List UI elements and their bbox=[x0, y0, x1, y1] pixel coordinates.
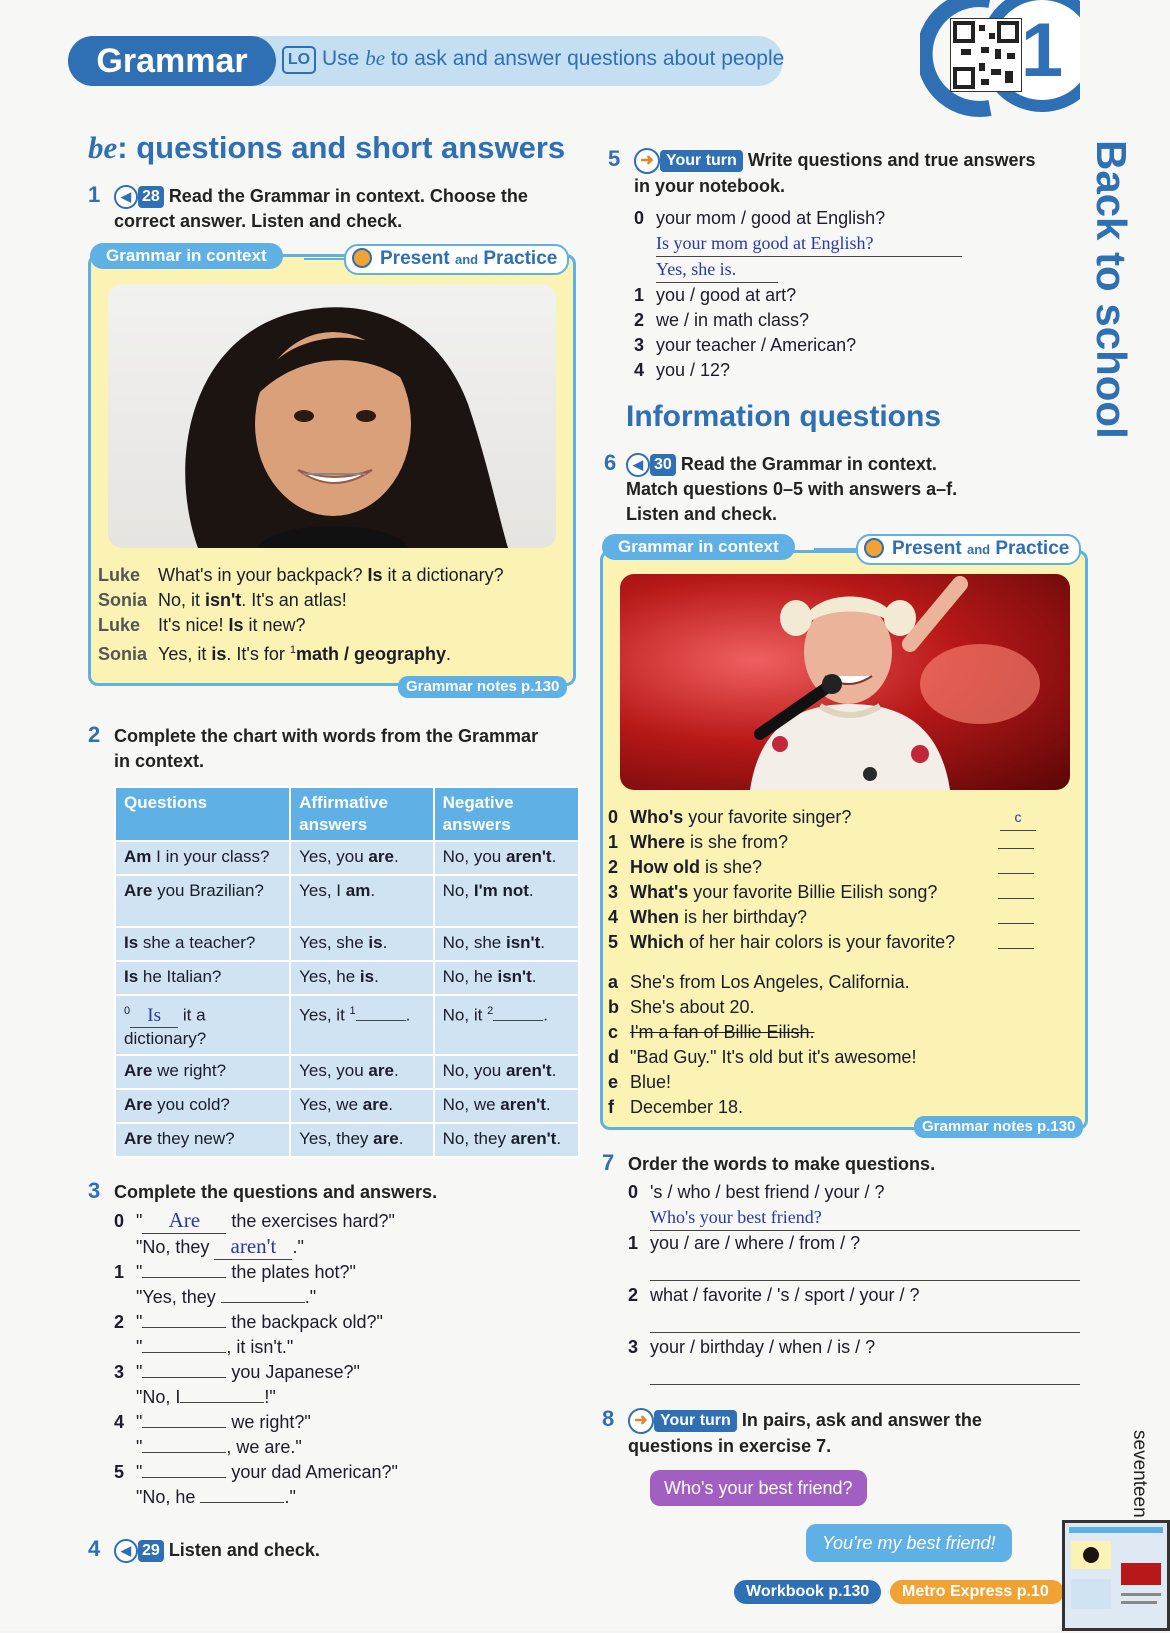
list-item: 3 " you Japanese?" bbox=[114, 1362, 360, 1382]
list-item: 0 " Are the exercises hard?" bbox=[114, 1208, 395, 1232]
match-answer-input[interactable] bbox=[998, 923, 1034, 924]
singer-illustration bbox=[620, 574, 1070, 790]
match-answer-input[interactable] bbox=[998, 898, 1034, 899]
list-item: "No, they aren't ." bbox=[136, 1234, 304, 1258]
chart-header-negative: Negative answers bbox=[434, 787, 579, 841]
answer-input[interactable]: aren't bbox=[214, 1234, 292, 1260]
answer-line-input[interactable] bbox=[650, 1256, 1080, 1281]
grammar-in-context-tag: Grammar in context bbox=[602, 534, 795, 560]
gap-2-input[interactable] bbox=[493, 1020, 543, 1021]
answer-input[interactable] bbox=[142, 1452, 226, 1453]
dialogue bbox=[98, 563, 504, 667]
track-number: 28 bbox=[138, 186, 164, 208]
answer-input[interactable] bbox=[142, 1477, 226, 1478]
exercise-6: 6 ◀ 30 Read the Grammar in context. Match questions 0–5 with answers a–f. Listen and check. bbox=[604, 450, 958, 525]
example-answer: Yes, she is. bbox=[634, 257, 974, 283]
table-row: Are they new? Yes, they are. No, they aren't. bbox=[115, 1123, 579, 1157]
example-answer: Who's your best friend? bbox=[628, 1205, 1080, 1231]
gap-answer[interactable]: Is bbox=[130, 1005, 178, 1028]
photo-singer bbox=[620, 574, 1070, 790]
exercise-6-questions bbox=[608, 805, 1028, 955]
answer-input[interactable] bbox=[142, 1427, 226, 1428]
speech-bubble-answer: You're my best friend! bbox=[806, 1524, 1012, 1562]
list-item: 4 " we right?" bbox=[114, 1412, 311, 1432]
arrow-right-icon: ➜ bbox=[628, 1408, 654, 1434]
list-item: "No, he ." bbox=[136, 1487, 296, 1507]
list-item: 2 we / in math class? bbox=[634, 310, 810, 330]
answer-input[interactable] bbox=[142, 1277, 226, 1278]
list-item: " , it isn't." bbox=[136, 1337, 294, 1357]
grammar-chart bbox=[114, 786, 580, 1158]
audio-icon[interactable]: ◀ bbox=[114, 185, 138, 209]
page-number-vertical: seventeen bbox=[1129, 1430, 1150, 1518]
table-row: Am I in your class? Yes, you are. No, you aren't. bbox=[115, 841, 579, 875]
qr-code-icon[interactable] bbox=[950, 18, 1022, 92]
photo-girl bbox=[108, 284, 556, 548]
example-question: Is your mom good at English? bbox=[634, 231, 974, 257]
heading-be-questions: be: questions and short answers bbox=[88, 130, 566, 165]
match-answer-input[interactable] bbox=[998, 873, 1034, 874]
track-number: 30 bbox=[650, 454, 676, 476]
exercise-4: 4 ◀ 29 Listen and check. bbox=[88, 1536, 320, 1563]
list-item: 5 Which of her hair colors is your favorite? bbox=[608, 932, 956, 952]
speech-bubble-question: Who's your best friend? bbox=[650, 1470, 867, 1506]
girl-illustration bbox=[108, 284, 556, 548]
exercise-2: 2 Complete the chart with words from the Grammar in context. bbox=[88, 722, 539, 771]
dialogue-line: Luke It's nice! Is it new? bbox=[98, 615, 306, 635]
table-row: Are you Brazilian? Yes, I am. No, I'm not. bbox=[115, 875, 579, 927]
answer-input[interactable] bbox=[142, 1377, 226, 1378]
answer-input[interactable] bbox=[142, 1327, 226, 1328]
table-row: Is he Italian? Yes, he is. No, he isn't. bbox=[115, 961, 579, 995]
list-item: 2 what / favorite / 's / sport / your / ? bbox=[628, 1285, 920, 1305]
gap-1-input[interactable] bbox=[356, 1020, 406, 1021]
list-item: 3 What's your favorite Billie Eilish song? bbox=[608, 882, 938, 902]
dialogue-line: Sonia Yes, it is. It's for $^1$math / geography. bbox=[98, 644, 452, 664]
exercise-3-items bbox=[114, 1208, 574, 1510]
list-item: 0 's / who / best friend / your / ? bbox=[628, 1182, 885, 1202]
practice-icon bbox=[352, 248, 372, 268]
exercise-7-instruction: 7 Order the words to make questions. bbox=[602, 1150, 936, 1175]
list-item: "Yes, they ." bbox=[136, 1287, 317, 1307]
list-item: f December 18. bbox=[608, 1097, 744, 1117]
audio-icon[interactable]: ◀ bbox=[114, 1539, 138, 1563]
answer-line-input[interactable] bbox=[650, 1360, 1080, 1385]
exercise-8: 8 ➜ Your turn In pairs, ask and answer the questions in exercise 7. bbox=[602, 1406, 982, 1457]
thumbnail-preview-icon bbox=[1065, 1523, 1167, 1628]
list-item: 0 your mom / good at English? bbox=[634, 208, 886, 228]
list-item: " , we are." bbox=[136, 1437, 302, 1457]
dialogue-line: Luke What's in your backpack? Is it a dictionary? bbox=[98, 565, 504, 585]
section-title: Grammar bbox=[68, 36, 276, 86]
exercise-5: 5 ➜ Your turn Write questions and true answers in your notebook. bbox=[608, 146, 1036, 197]
answer-input[interactable] bbox=[142, 1352, 226, 1353]
list-item: 1 " the plates hot?" bbox=[114, 1262, 356, 1282]
audio-icon[interactable]: ◀ bbox=[626, 453, 650, 477]
present-and-practice-button[interactable]: Present and Practice bbox=[344, 244, 569, 275]
list-item: d "Bad Guy." It's old but it's awesome! bbox=[608, 1047, 917, 1067]
list-item: e Blue! bbox=[608, 1072, 672, 1092]
grammar-in-context-tag: Grammar in context bbox=[90, 243, 283, 269]
list-item: b She's about 20. bbox=[608, 997, 755, 1017]
list-item: 1 you / good at art? bbox=[634, 285, 797, 305]
list-item: 3 your / birthday / when / is / ? bbox=[628, 1337, 876, 1357]
list-item: "No, I !" bbox=[136, 1387, 276, 1407]
heading-information-questions: Information questions bbox=[626, 400, 941, 433]
table-row: Is she a teacher? Yes, she is. No, she isn't. bbox=[115, 927, 579, 961]
choice-math-geography[interactable]: math / geography bbox=[295, 644, 446, 664]
exercise-5-items bbox=[634, 206, 974, 383]
practice-icon bbox=[864, 538, 884, 558]
exercise-3-instruction: 3 Complete the questions and answers. bbox=[88, 1178, 438, 1203]
unit-number: 1 bbox=[1020, 8, 1064, 93]
table-row: Are you cold? Yes, we are. No, we aren't. bbox=[115, 1089, 579, 1123]
table-row: Are we right? Yes, you are. No, you aren't. bbox=[115, 1055, 579, 1089]
your-turn-badge: Your turn bbox=[654, 1410, 737, 1432]
table-row-gap: $^0$ Is it a dictionary? Yes, it $^1$ . No, it $^2$ . bbox=[115, 995, 579, 1055]
your-turn-badge: Your turn bbox=[660, 150, 743, 172]
arrow-right-icon: ➜ bbox=[634, 148, 660, 174]
lo-badge: LO bbox=[282, 46, 316, 74]
list-item: 3 your teacher / American? bbox=[634, 335, 857, 355]
learning-objective: Use be to ask and answer questions about people bbox=[322, 46, 785, 70]
match-answer-input[interactable] bbox=[998, 948, 1034, 949]
dialogue-line: Sonia No, it isn't. It's an atlas! bbox=[98, 590, 347, 610]
list-item: 1 you / are / where / from / ? bbox=[628, 1233, 861, 1253]
list-item: 4 When is her birthday? bbox=[608, 907, 808, 927]
list-item: 5 " your dad American?" bbox=[114, 1462, 398, 1482]
list-item-crossed: c I'm a fan of Billie Eilish. bbox=[608, 1022, 815, 1042]
grammar-notes-link[interactable]: Grammar notes p.130 bbox=[914, 1116, 1083, 1138]
exercise-7-items bbox=[628, 1180, 1080, 1387]
list-item: a She's from Los Angeles, California. bbox=[608, 972, 910, 992]
exercise-1: 1 ◀ 28 Read the Grammar in context. Choose the correct answer. Listen and check. bbox=[88, 182, 528, 232]
list-item: 1 Where is she from? bbox=[608, 832, 789, 852]
list-item: 0 Who's your favorite singer? bbox=[608, 807, 852, 827]
answer-input[interactable] bbox=[200, 1502, 284, 1503]
match-answer-input[interactable] bbox=[998, 848, 1034, 849]
match-answer-input[interactable]: c bbox=[1000, 805, 1036, 831]
match-answers bbox=[998, 805, 1038, 956]
exercise-6-answers bbox=[608, 970, 1048, 1120]
track-number: 29 bbox=[138, 1540, 164, 1562]
chart-header-affirmative: Affirmative answers bbox=[290, 787, 434, 841]
grammar-notes-link[interactable]: Grammar notes p.130 bbox=[398, 676, 567, 698]
metro-express-link[interactable]: Metro Express p.10 bbox=[890, 1580, 1064, 1604]
answer-input[interactable] bbox=[180, 1402, 264, 1403]
unit-title-vertical: Back to school bbox=[1088, 140, 1135, 439]
chart-header-questions: Questions bbox=[115, 787, 290, 841]
list-item: 2 " the backpack old?" bbox=[114, 1312, 383, 1332]
page-thumbnail[interactable] bbox=[1062, 1520, 1170, 1631]
answer-input[interactable] bbox=[221, 1302, 305, 1303]
present-and-practice-button[interactable]: Present and Practice bbox=[856, 534, 1081, 565]
answer-input[interactable]: Are bbox=[142, 1208, 226, 1234]
list-item: 4 you / 12? bbox=[634, 360, 731, 380]
workbook-link[interactable]: Workbook p.130 bbox=[734, 1580, 881, 1604]
answer-line-input[interactable] bbox=[650, 1308, 1080, 1333]
list-item: 2 How old is she? bbox=[608, 857, 763, 877]
